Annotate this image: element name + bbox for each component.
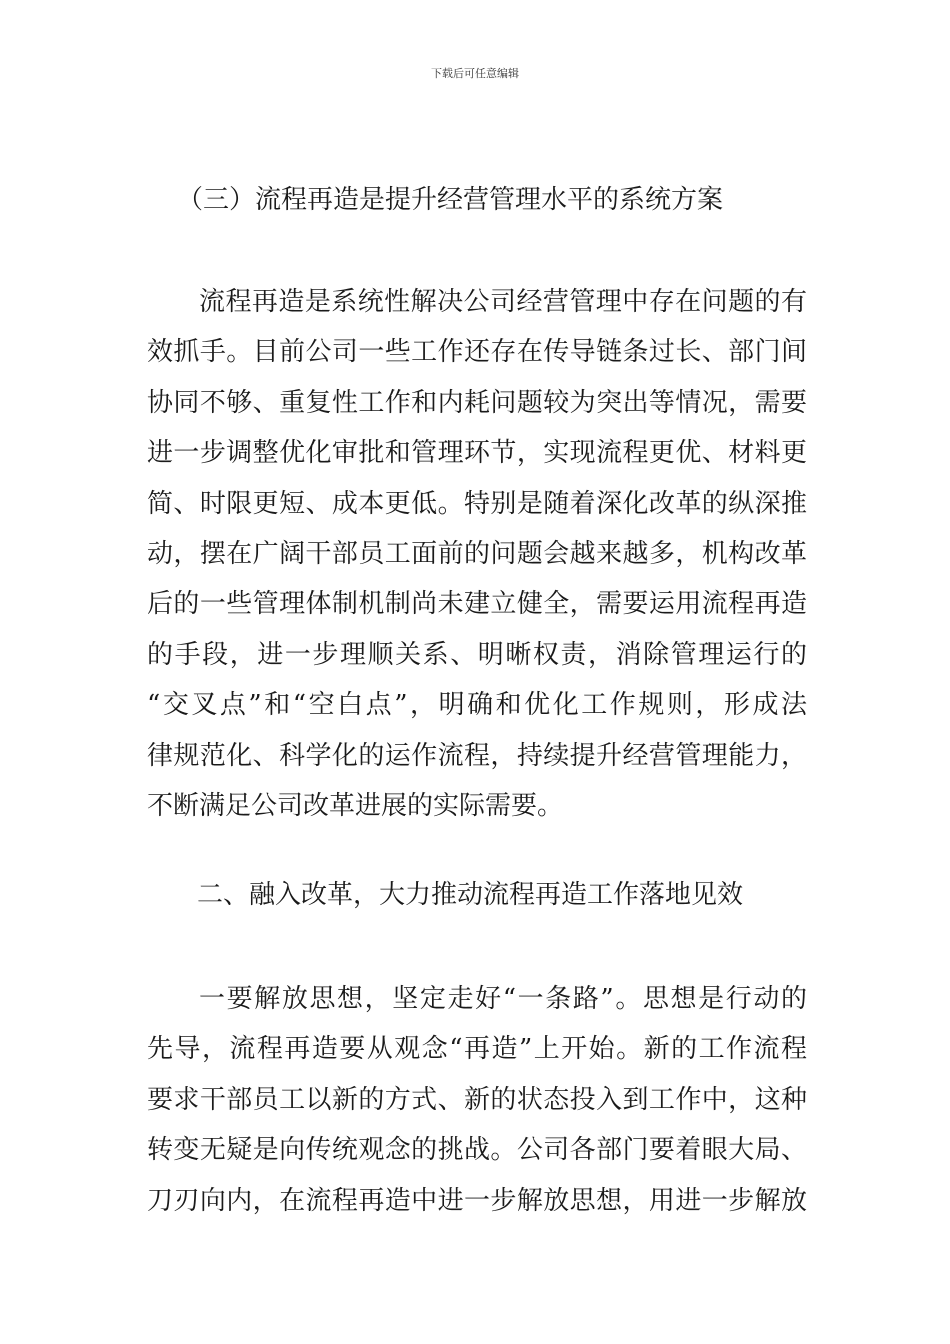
paragraph-1	[147, 277, 807, 831]
paragraph-line: 进一步调整优化审批和管理环节，实现流程更优、材料更	[147, 438, 807, 469]
paragraph-line: 协同不够、重复性工作和内耗问题较为突出等情况，需要	[147, 387, 807, 418]
paragraph-line: 的手段，进一步理顺关系、明晰权责，消除管理运行的	[147, 639, 807, 670]
paragraph-line: 刀刃向内，在流程再造中进一步解放思想，用进一步解放	[147, 1185, 807, 1216]
paragraph-line: 动，摆在广阔干部员工面前的问题会越来越多，机构改革	[147, 539, 807, 570]
paragraph-line: 流程再造是系统性解决公司经营管理中存在问题的有	[199, 287, 807, 317]
heading-2: 二、融入改革，大力推动流程再造工作落地见效	[197, 880, 744, 910]
paragraph-line: 一要解放思想，坚定走好“一条路”。思想是行动的	[199, 984, 807, 1014]
paragraph-2	[147, 974, 807, 1226]
paragraph-line: 要求干部员工以新的方式、新的状态投入到工作中，这种	[147, 1084, 807, 1115]
paragraph-line: 简、时限更短、成本更低。特别是随着深化改革的纵深推	[147, 488, 807, 519]
header-note: 下载后可任意编辑	[431, 67, 519, 80]
paragraph-line: 后的一些管理体制机制尚未建立健全，需要运用流程再造	[147, 589, 807, 620]
paragraph-line: 转变无疑是向传统观念的挑战。公司各部门要着眼大局、	[147, 1135, 807, 1166]
paragraph-line: 先导，流程再造要从观念“再造”上开始。新的工作流程	[147, 1034, 807, 1065]
paragraph-line: 效抓手。目前公司一些工作还存在传导链条过长、部门间	[147, 337, 807, 368]
section-title: （三）流程再造是提升经营管理水平的系统方案	[177, 185, 724, 215]
paragraph-line: 律规范化、科学化的运作流程，持续提升经营管理能力，	[147, 740, 807, 771]
paragraph-line: 不断满足公司改革进展的实际需要。	[147, 791, 564, 822]
paragraph-line: “交叉点”和“空白点”，明确和优化工作规则，形成法	[147, 690, 807, 721]
